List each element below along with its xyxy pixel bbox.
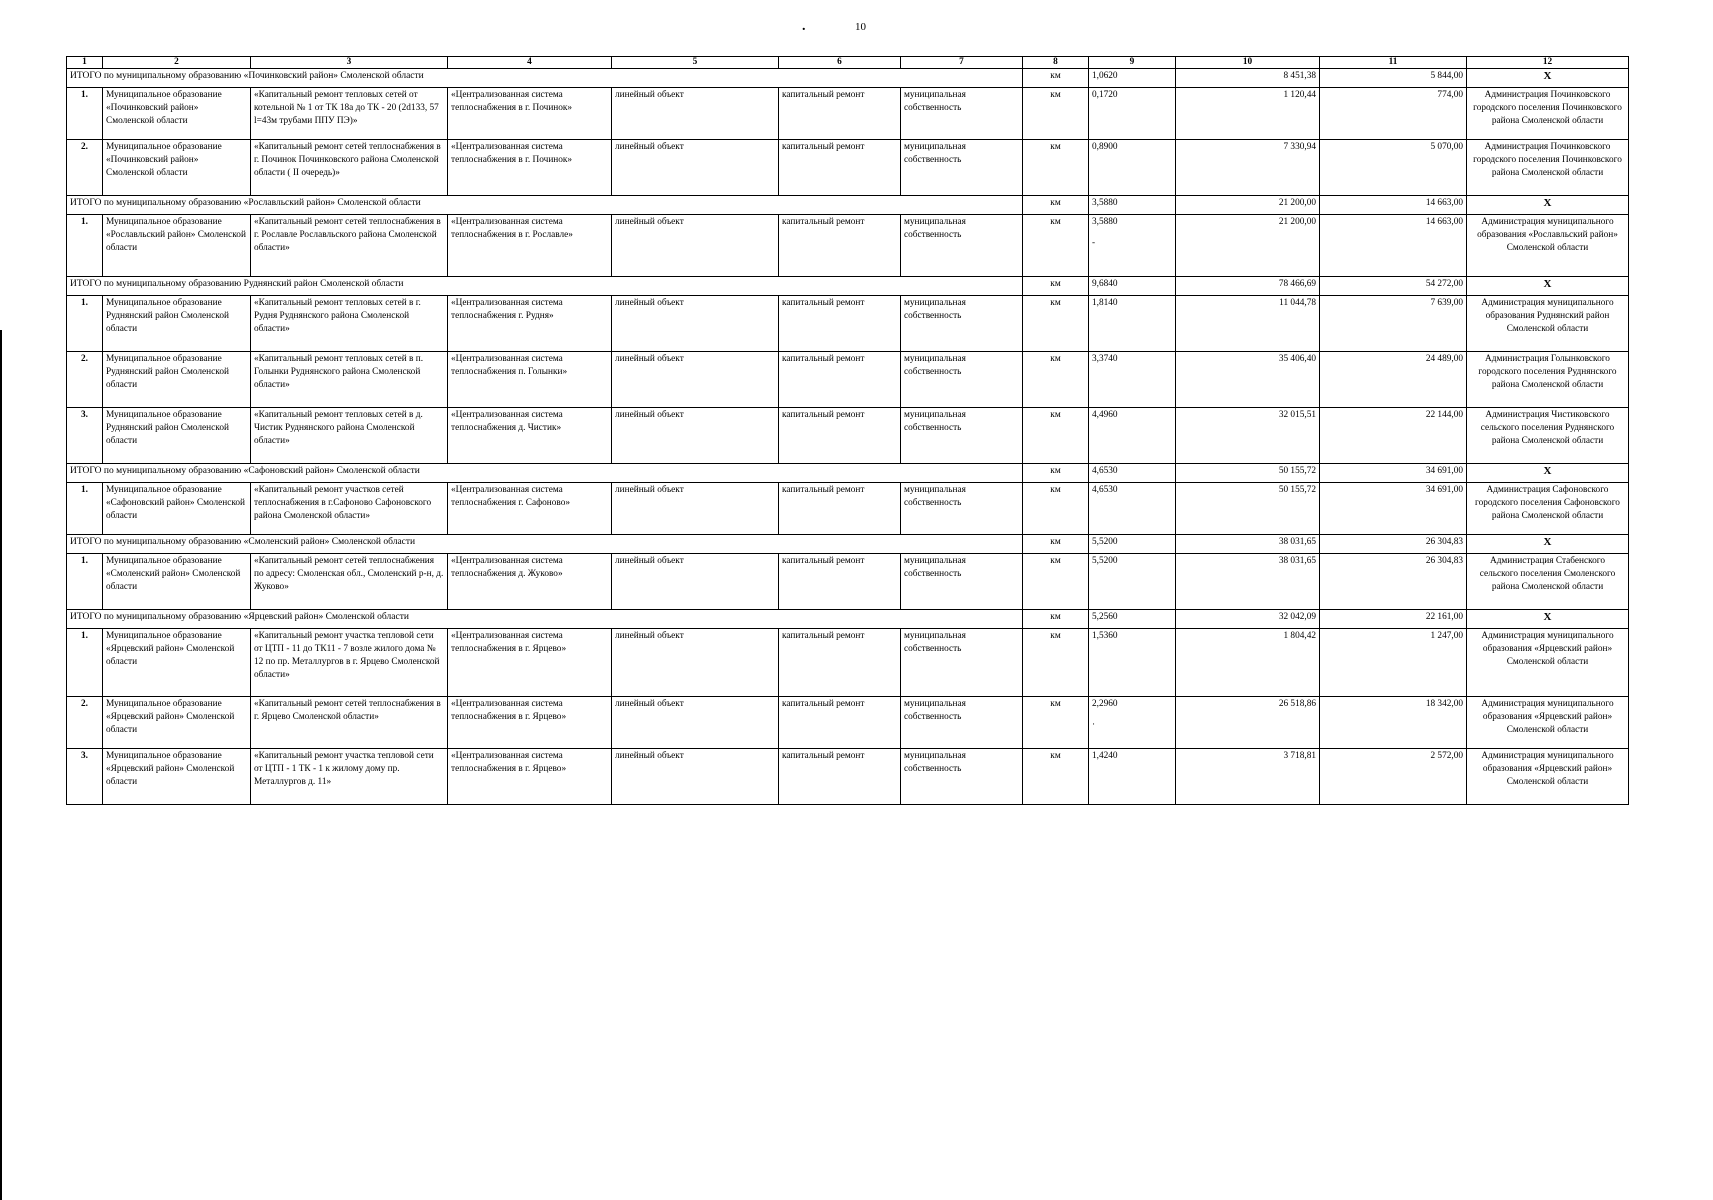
length-value: 1,4240	[1092, 751, 1118, 761]
total-admin-mark: Х	[1467, 277, 1629, 296]
object-type-cell: линейный объект	[612, 749, 779, 805]
row-number: 1.	[67, 215, 103, 277]
object-name-cell: «Капитальный ремонт участков сетей теплоснабжения в г.Сафоново Сафоновского района Смоленской области»	[251, 483, 448, 535]
object-name-cell: «Капитальный ремонт сетей теплоснабжения в г. Починок Починковского района Смоленской области ( II очередь)»	[251, 140, 448, 196]
total-label: ИТОГО по муниципальному образованию Руднянский район Смоленской области	[67, 277, 1023, 296]
table-row	[67, 296, 1629, 352]
cost-cell: 38 031,65	[1176, 554, 1320, 610]
capital-repair-table	[66, 56, 1629, 805]
administration-cell: Администрация муниципального образования «Ярцевский район» Смоленской области	[1467, 629, 1629, 697]
length-cell	[1089, 296, 1176, 352]
length-cell	[1089, 749, 1176, 805]
unit-cell: км	[1023, 554, 1089, 610]
total-amount: 5 844,00	[1320, 69, 1467, 88]
total-unit: км	[1023, 69, 1089, 88]
amount-cell: 14 663,00	[1320, 215, 1467, 277]
municipality-cell: Муниципальное образование Руднянский район Смоленской области	[103, 352, 251, 408]
total-admin-mark: Х	[1467, 69, 1629, 88]
length-value: 4,6530	[1092, 485, 1118, 495]
row-number: 3.	[67, 408, 103, 464]
table-row	[67, 352, 1629, 408]
heating-system-cell: «Централизованная система теплоснабжения в г. Ярцево»	[448, 629, 612, 697]
total-cost: 8 451,38	[1176, 69, 1320, 88]
length-cell	[1089, 554, 1176, 610]
administration-cell: Администрация Починковского городского поселения Починковского района Смоленской области	[1467, 88, 1629, 140]
total-row	[67, 535, 1629, 554]
heating-system-cell: «Централизованная система теплоснабжения д. Чистик»	[448, 408, 612, 464]
page-number: 10	[855, 21, 866, 33]
cost-cell: 32 015,51	[1176, 408, 1320, 464]
object-name-cell: «Капитальный ремонт участка тепловой сети от ЦТП - 1 ТК - 1 к жилому дому пр. Металлургов д. 11»	[251, 749, 448, 805]
administration-cell: Администрация муниципального образования «Рославльский район» Смоленской области	[1467, 215, 1629, 277]
total-cost: 21 200,00	[1176, 196, 1320, 215]
total-length: 5,5200	[1089, 535, 1176, 554]
object-name-cell: «Капитальный ремонт сетей теплоснабжения по адресу: Смоленская обл., Смоленский р-н, д. Жуково»	[251, 554, 448, 610]
total-unit: км	[1023, 196, 1089, 215]
total-cost: 78 466,69	[1176, 277, 1320, 296]
total-cost: 38 031,65	[1176, 535, 1320, 554]
total-amount: 54 272,00	[1320, 277, 1467, 296]
length-value: 2,2960	[1092, 699, 1118, 709]
object-type-cell: линейный объект	[612, 483, 779, 535]
ownership-cell: муниципальная собственность	[901, 629, 1023, 697]
object-type-cell: линейный объект	[612, 296, 779, 352]
ownership-cell: муниципальная собственность	[901, 215, 1023, 277]
column-number: 6	[779, 57, 901, 69]
row-number: 1.	[67, 554, 103, 610]
cost-cell: 11 044,78	[1176, 296, 1320, 352]
total-amount: 14 663,00	[1320, 196, 1467, 215]
table-row	[67, 629, 1629, 697]
total-label: ИТОГО по муниципальному образованию «Починковский район» Смоленской области	[67, 69, 1023, 88]
ownership-cell: муниципальная собственность	[901, 554, 1023, 610]
object-type-cell: линейный объект	[612, 215, 779, 277]
unit-cell: км	[1023, 749, 1089, 805]
unit-cell: км	[1023, 140, 1089, 196]
length-value: 3,3740	[1092, 354, 1118, 364]
length-cell	[1089, 483, 1176, 535]
unit-cell: км	[1023, 408, 1089, 464]
administration-cell: Администрация Голынковского городского поселения Руднянского района Смоленской области	[1467, 352, 1629, 408]
length-cell	[1089, 215, 1176, 277]
total-unit: км	[1023, 464, 1089, 483]
length-value: 0,8900	[1092, 142, 1118, 152]
total-amount: 34 691,00	[1320, 464, 1467, 483]
work-type-cell: капитальный ремонт	[779, 140, 901, 196]
municipality-cell: Муниципальное образование «Ярцевский район» Смоленской области	[103, 749, 251, 805]
column-number: 11	[1320, 57, 1467, 69]
ownership-cell: муниципальная собственность	[901, 483, 1023, 535]
work-type-cell: капитальный ремонт	[779, 408, 901, 464]
column-numbers-row	[67, 57, 1629, 69]
heating-system-cell: «Централизованная система теплоснабжения в г. Рославле»	[448, 215, 612, 277]
total-row	[67, 610, 1629, 629]
row-number: 1.	[67, 296, 103, 352]
object-name-cell: «Капитальный ремонт тепловых сетей в п. Голынки Руднянского района Смоленской области»	[251, 352, 448, 408]
length-cell	[1089, 697, 1176, 749]
ownership-cell: муниципальная собственность	[901, 697, 1023, 749]
amount-cell: 7 639,00	[1320, 296, 1467, 352]
municipality-cell: Муниципальное образование Руднянский район Смоленской области	[103, 296, 251, 352]
left-margin-line	[0, 330, 2, 1200]
cost-cell: 21 200,00	[1176, 215, 1320, 277]
ownership-cell: муниципальная собственность	[901, 749, 1023, 805]
object-type-cell: линейный объект	[612, 140, 779, 196]
total-cost: 50 155,72	[1176, 464, 1320, 483]
object-name-cell: «Капитальный ремонт тепловых сетей в г. Рудня Руднянского района Смоленской области»	[251, 296, 448, 352]
length-value: 0,1720	[1092, 90, 1118, 100]
object-type-cell: линейный объект	[612, 408, 779, 464]
municipality-cell: Муниципальное образование «Смоленский район» Смоленской области	[103, 554, 251, 610]
cost-cell: 1 804,42	[1176, 629, 1320, 697]
ownership-cell: муниципальная собственность	[901, 352, 1023, 408]
administration-cell: Администрация Починковского городского поселения Починковского района Смоленской области	[1467, 140, 1629, 196]
unit-cell: км	[1023, 697, 1089, 749]
total-length: 9,6840	[1089, 277, 1176, 296]
administration-cell: Администрация муниципального образования «Ярцевский район» Смоленской области	[1467, 749, 1629, 805]
table-row	[67, 483, 1629, 535]
table-row	[67, 554, 1629, 610]
amount-cell: 26 304,83	[1320, 554, 1467, 610]
column-number: 12	[1467, 57, 1629, 69]
object-type-cell: линейный объект	[612, 352, 779, 408]
total-unit: км	[1023, 535, 1089, 554]
length-value: 1,5360	[1092, 631, 1118, 641]
length-cell	[1089, 629, 1176, 697]
object-type-cell: линейный объект	[612, 629, 779, 697]
total-label: ИТОГО по муниципальному образованию «Сафоновский район» Смоленской области	[67, 464, 1023, 483]
unit-cell: км	[1023, 629, 1089, 697]
cost-cell: 1 120,44	[1176, 88, 1320, 140]
length-value: 5,5200	[1092, 556, 1118, 566]
length-value: 4,4960	[1092, 410, 1118, 420]
total-row	[67, 196, 1629, 215]
row-number: 2.	[67, 352, 103, 408]
amount-cell: 24 489,00	[1320, 352, 1467, 408]
total-length: 1,0620	[1089, 69, 1176, 88]
object-name-cell: «Капитальный ремонт участка тепловой сети от ЦТП - 11 до ТК11 - 7 возле жилого дома № 12 по пр. Металлургов в г. Ярцево Смоленской области»	[251, 629, 448, 697]
total-admin-mark: Х	[1467, 196, 1629, 215]
heating-system-cell: «Централизованная система теплоснабжения г. Сафоново»	[448, 483, 612, 535]
total-row	[67, 69, 1629, 88]
heating-system-cell: «Централизованная система теплоснабжения в г. Ярцево»	[448, 749, 612, 805]
length-cell	[1089, 88, 1176, 140]
row-number: 1.	[67, 483, 103, 535]
unit-cell: км	[1023, 296, 1089, 352]
column-number: 7	[901, 57, 1023, 69]
administration-cell: Администрация муниципального образования «Ярцевский район» Смоленской области	[1467, 697, 1629, 749]
administration-cell: Администрация Сафоновского городского поселения Сафоновского района Смоленской области	[1467, 483, 1629, 535]
work-type-cell: капитальный ремонт	[779, 697, 901, 749]
length-cell	[1089, 352, 1176, 408]
object-name-cell: «Капитальный ремонт сетей теплоснабжения в г. Рославле Рославльского района Смоленской области»	[251, 215, 448, 277]
length-cell	[1089, 408, 1176, 464]
row-number: 1.	[67, 88, 103, 140]
unit-cell: км	[1023, 88, 1089, 140]
table-row	[67, 697, 1629, 749]
ownership-cell: муниципальная собственность	[901, 296, 1023, 352]
total-length: 4,6530	[1089, 464, 1176, 483]
table-row	[67, 140, 1629, 196]
unit-cell: км	[1023, 352, 1089, 408]
ownership-cell: муниципальная собственность	[901, 88, 1023, 140]
tick-mark: ·	[1092, 720, 1096, 730]
column-number: 4	[448, 57, 612, 69]
column-number: 1	[67, 57, 103, 69]
amount-cell: 22 144,00	[1320, 408, 1467, 464]
total-length: 5,2560	[1089, 610, 1176, 629]
object-name-cell: «Капитальный ремонт тепловых сетей от котельной № 1 от ТК 18а до ТК - 20 (2d133, 57 l=43м трубами ППУ ПЭ)»	[251, 88, 448, 140]
heating-system-cell: «Централизованная система теплоснабжения в г. Починок»	[448, 88, 612, 140]
amount-cell: 2 572,00	[1320, 749, 1467, 805]
cost-cell: 3 718,81	[1176, 749, 1320, 805]
heating-system-cell: «Централизованная система теплоснабжения в г. Ярцево»	[448, 697, 612, 749]
column-number: 5	[612, 57, 779, 69]
object-type-cell: линейный объект	[612, 697, 779, 749]
length-value: 1,8140	[1092, 298, 1118, 308]
column-number: 10	[1176, 57, 1320, 69]
amount-cell: 1 247,00	[1320, 629, 1467, 697]
total-label: ИТОГО по муниципальному образованию «Ярцевский район» Смоленской области	[67, 610, 1023, 629]
total-row	[67, 277, 1629, 296]
row-number: 2.	[67, 697, 103, 749]
total-amount: 22 161,00	[1320, 610, 1467, 629]
unit-cell: км	[1023, 483, 1089, 535]
cost-cell: 50 155,72	[1176, 483, 1320, 535]
total-admin-mark: Х	[1467, 464, 1629, 483]
table-body	[67, 57, 1629, 805]
table-row	[67, 215, 1629, 277]
page-mark: .	[802, 19, 806, 34]
total-cost: 32 042,09	[1176, 610, 1320, 629]
column-number: 8	[1023, 57, 1089, 69]
cost-cell: 35 406,40	[1176, 352, 1320, 408]
object-type-cell: линейный объект	[612, 88, 779, 140]
municipality-cell: Муниципальное образование Руднянский район Смоленской области	[103, 408, 251, 464]
table-row	[67, 408, 1629, 464]
cost-cell: 7 330,94	[1176, 140, 1320, 196]
total-unit: км	[1023, 277, 1089, 296]
work-type-cell: капитальный ремонт	[779, 629, 901, 697]
work-type-cell: капитальный ремонт	[779, 554, 901, 610]
municipality-cell: Муниципальное образование «Починковский район» Смоленской области	[103, 140, 251, 196]
total-label: ИТОГО по муниципальному образованию «Смоленский район» Смоленской области	[67, 535, 1023, 554]
object-name-cell: «Капитальный ремонт тепловых сетей в д. Чистик Руднянского района Смоленской области»	[251, 408, 448, 464]
length-cell	[1089, 140, 1176, 196]
total-unit: км	[1023, 610, 1089, 629]
amount-cell: 34 691,00	[1320, 483, 1467, 535]
work-type-cell: капитальный ремонт	[779, 296, 901, 352]
object-name-cell: «Капитальный ремонт сетей теплоснабжения в г. Ярцево Смоленской области»	[251, 697, 448, 749]
cost-cell: 26 518,86	[1176, 697, 1320, 749]
object-type-cell: линейный объект	[612, 554, 779, 610]
row-number: 3.	[67, 749, 103, 805]
municipality-cell: Муниципальное образование «Починковский район» Смоленской области	[103, 88, 251, 140]
column-number: 9	[1089, 57, 1176, 69]
column-number: 2	[103, 57, 251, 69]
administration-cell: Администрация Чистиковского сельского поселения Руднянского района Смоленской области	[1467, 408, 1629, 464]
ownership-cell: муниципальная собственность	[901, 408, 1023, 464]
work-type-cell: капитальный ремонт	[779, 215, 901, 277]
heating-system-cell: «Централизованная система теплоснабжения г. Рудня»	[448, 296, 612, 352]
amount-cell: 18 342,00	[1320, 697, 1467, 749]
amount-cell: 774,00	[1320, 88, 1467, 140]
administration-cell: Администрация Стабенского сельского поселения Смоленского района Смоленской области	[1467, 554, 1629, 610]
heating-system-cell: «Централизованная система теплоснабжения д. Жуково»	[448, 554, 612, 610]
total-admin-mark: Х	[1467, 535, 1629, 554]
administration-cell: Администрация муниципального образования Руднянский район Смоленской области	[1467, 296, 1629, 352]
unit-cell: км	[1023, 215, 1089, 277]
column-number: 3	[251, 57, 448, 69]
work-type-cell: капитальный ремонт	[779, 88, 901, 140]
total-amount: 26 304,83	[1320, 535, 1467, 554]
work-type-cell: капитальный ремонт	[779, 352, 901, 408]
total-length: 3,5880	[1089, 196, 1176, 215]
row-number: 2.	[67, 140, 103, 196]
total-admin-mark: Х	[1467, 610, 1629, 629]
municipality-cell: Муниципальное образование «Ярцевский район» Смоленской области	[103, 629, 251, 697]
tick-mark: -	[1092, 238, 1096, 248]
amount-cell: 5 070,00	[1320, 140, 1467, 196]
total-label: ИТОГО по муниципальному образованию «Рославльский район» Смоленской области	[67, 196, 1023, 215]
heating-system-cell: «Централизованная система теплоснабжения п. Голынки»	[448, 352, 612, 408]
heating-system-cell: «Централизованная система теплоснабжения в г. Починок»	[448, 140, 612, 196]
municipality-cell: Муниципальное образование «Рославльский район» Смоленской области	[103, 215, 251, 277]
table-row	[67, 88, 1629, 140]
municipality-cell: Муниципальное образование «Сафоновский район» Смоленской области	[103, 483, 251, 535]
row-number: 1.	[67, 629, 103, 697]
work-type-cell: капитальный ремонт	[779, 749, 901, 805]
work-type-cell: капитальный ремонт	[779, 483, 901, 535]
ownership-cell: муниципальная собственность	[901, 140, 1023, 196]
total-row	[67, 464, 1629, 483]
municipality-cell: Муниципальное образование «Ярцевский район» Смоленской области	[103, 697, 251, 749]
table-row	[67, 749, 1629, 805]
length-value: 3,5880	[1092, 217, 1118, 227]
